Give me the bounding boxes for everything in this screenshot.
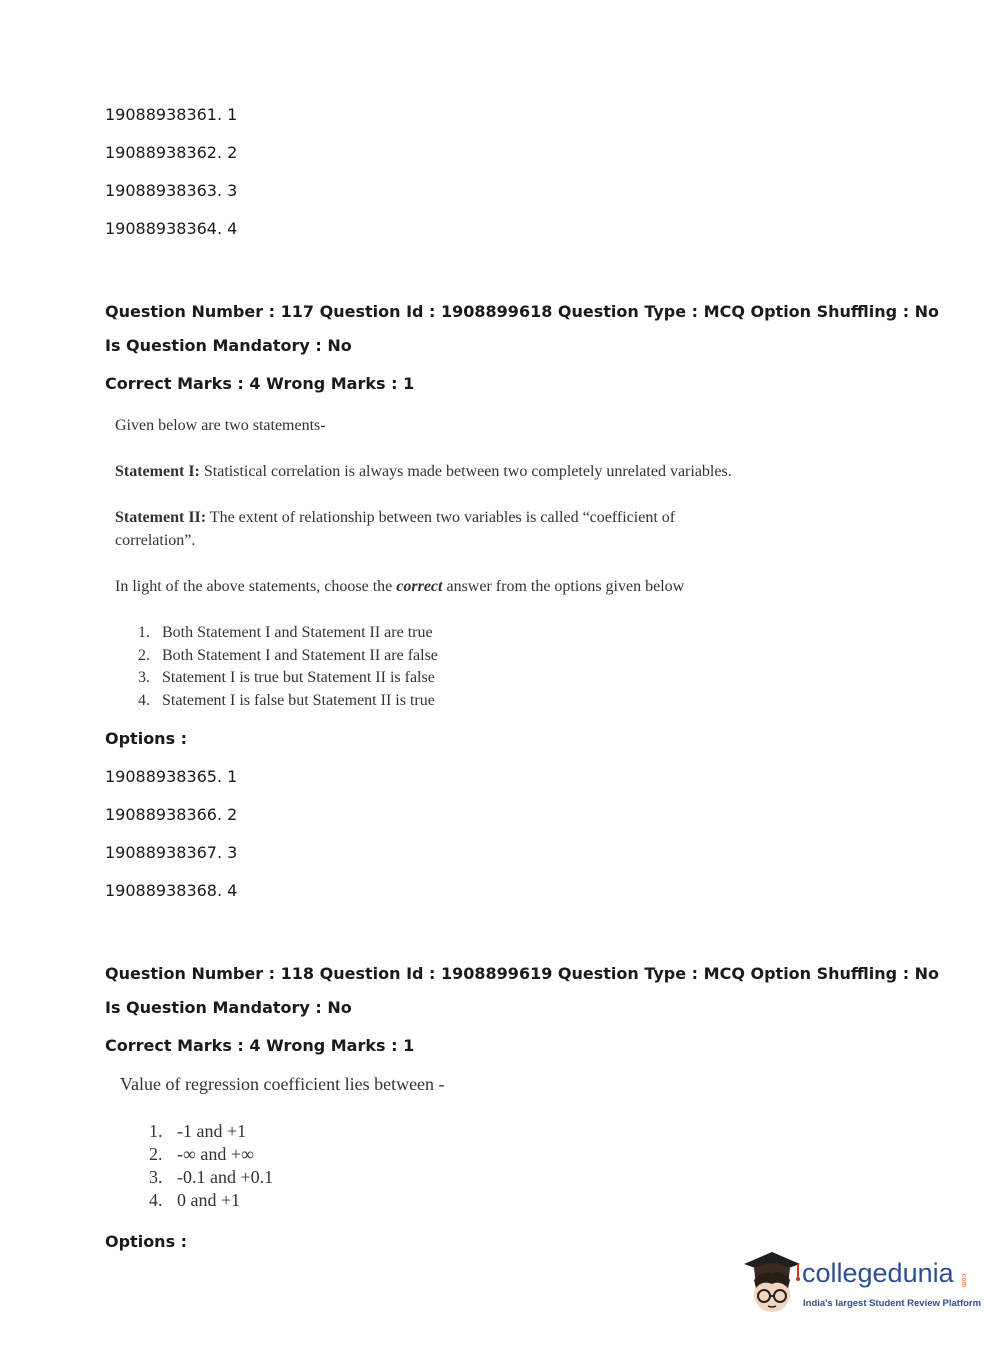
choice-item (138, 669, 435, 687)
question-mandatory: Is Question Mandatory : No (105, 336, 352, 355)
choice-item (138, 692, 435, 710)
choice-item (138, 647, 438, 665)
options-label: Options : (105, 729, 188, 748)
option-line: 19088938363. 3 (105, 181, 238, 200)
choice-number: 4. (149, 1190, 163, 1210)
question-marks: Correct Marks : 4 Wrong Marks : 1 (105, 1036, 415, 1055)
statement-2-text: The extent of relationship between two variables is called “coefficient of (206, 509, 676, 526)
statement-2-cont: correlation”. (115, 532, 196, 549)
prompt-emphasis: correct (396, 578, 443, 595)
options-label: Options : (105, 1232, 188, 1251)
question-prompt (115, 578, 684, 596)
collegedunia-logo (742, 1250, 982, 1322)
choice-text: Statement I is false but Statement II is true (162, 692, 435, 709)
choice-item (149, 1144, 254, 1165)
question-marks: Correct Marks : 4 Wrong Marks : 1 (105, 374, 415, 393)
option-line: 19088938367. 3 (105, 843, 238, 862)
logo-wordmark: collegedunia (802, 1258, 954, 1288)
statement-2 (115, 509, 675, 527)
option-line: 19088938368. 4 (105, 881, 238, 900)
logo-com: .com (960, 1272, 967, 1288)
mascot-icon (742, 1250, 802, 1322)
choice-item (149, 1121, 246, 1142)
choice-text: Both Statement I and Statement II are true (162, 624, 433, 641)
statement-1 (115, 463, 732, 481)
choice-item (149, 1190, 240, 1211)
question-mandatory: Is Question Mandatory : No (105, 998, 352, 1017)
choice-number: 4. (138, 692, 150, 709)
choice-number: 1. (149, 1121, 163, 1141)
choice-item (138, 624, 433, 642)
choice-number: 1. (138, 624, 150, 641)
choice-text: -1 and +1 (177, 1121, 247, 1141)
option-line: 19088938366. 2 (105, 805, 238, 824)
choice-text: -∞ and +∞ (177, 1144, 254, 1164)
option-line: 19088938361. 1 (105, 105, 238, 124)
logo-tagline: India's largest Student Review Platform (803, 1298, 982, 1309)
statement-1-text: Statistical correlation is always made between two completely unrelated variables. (199, 463, 732, 480)
option-line: 19088938362. 2 (105, 143, 238, 162)
prompt-post: answer from the options given below (442, 578, 685, 595)
question-prompt: Value of regression coefficient lies between - (120, 1074, 445, 1094)
choice-text: Statement I is true but Statement II is false (162, 669, 435, 686)
statement-2-label: Statement II: (115, 509, 207, 526)
choice-text: -0.1 and +0.1 (177, 1167, 274, 1187)
choice-text: 0 and +1 (177, 1190, 241, 1210)
question-intro: Given below are two statements- (115, 417, 326, 434)
choice-item (149, 1167, 273, 1188)
statement-1-label: Statement I: (115, 463, 200, 480)
question-header: Question Number : 118 Question Id : 1908899619 Question Type : MCQ Option Shuffling : No (105, 964, 940, 983)
question-header: Question Number : 117 Question Id : 1908899618 Question Type : MCQ Option Shuffling : No (105, 302, 940, 321)
choice-number: 3. (138, 669, 150, 686)
choice-text: Both Statement I and Statement II are false (162, 647, 438, 664)
option-line: 19088938365. 1 (105, 767, 238, 786)
choice-number: 3. (149, 1167, 163, 1187)
option-line: 19088938364. 4 (105, 219, 238, 238)
choice-number: 2. (138, 647, 150, 664)
prompt-pre: In light of the above statements, choose the (115, 578, 397, 595)
choice-number: 2. (149, 1144, 163, 1164)
